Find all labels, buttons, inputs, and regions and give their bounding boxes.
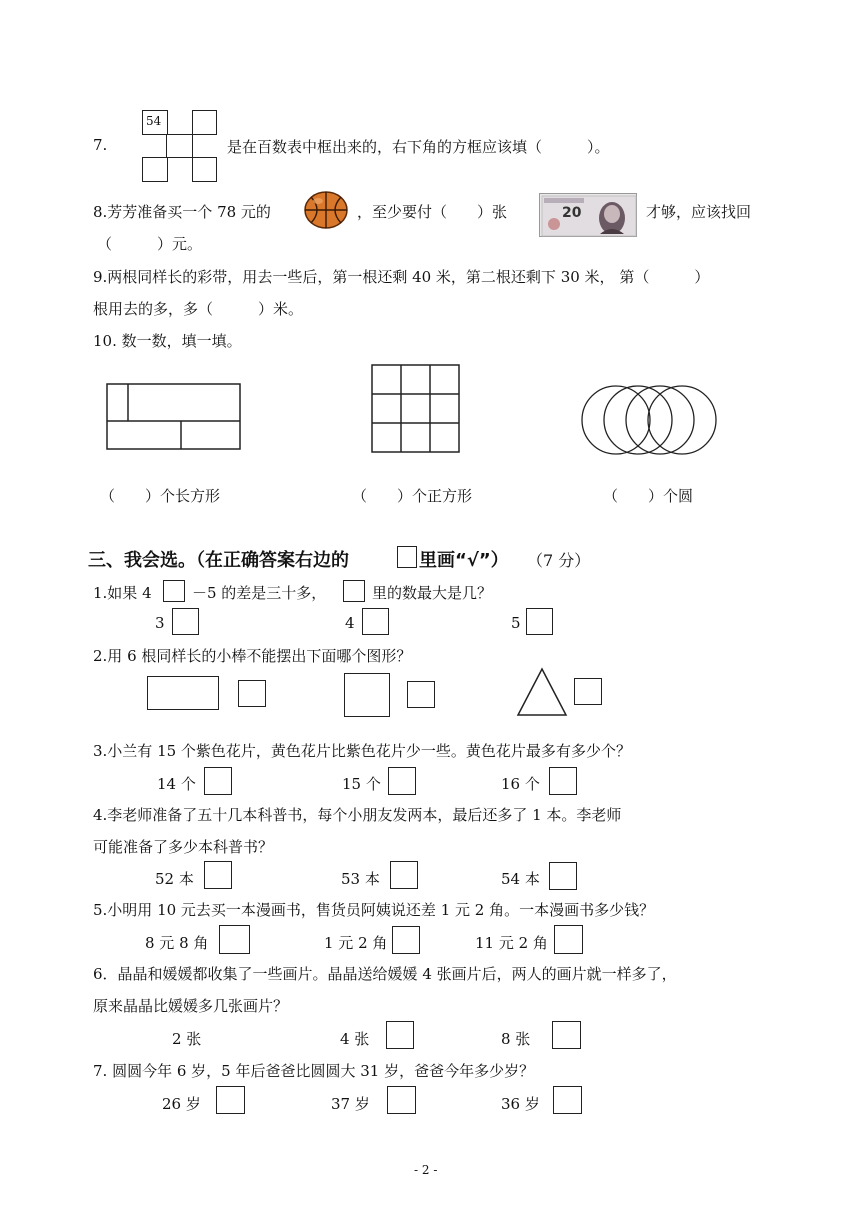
c5-question: 5.小明用 10 元去买一本漫画书，售货员阿姨说还差 1 元 2 角。一本漫画书多少钱？ xyxy=(93,901,655,919)
q7-text: 是在百数表中框出来的，右下角的方框应该填（ ）。 xyxy=(227,138,610,156)
q10-title: 10. 数一数，填一填。 xyxy=(93,332,242,350)
banknote-value: 20 xyxy=(562,205,582,221)
c1-question-a: 1.如果 4 xyxy=(93,584,152,602)
c6-option-label: 4 张 xyxy=(340,1030,370,1048)
q8-text-c: 才够，应该找回 xyxy=(646,203,752,221)
hundred-grid-cell-center xyxy=(166,134,193,158)
c1-inline-box xyxy=(163,580,185,602)
hundred-grid-cell-top-right xyxy=(192,110,217,135)
c5-option-label: 11 元 2 角 xyxy=(475,934,548,952)
c6-option-checkbox[interactable] xyxy=(386,1021,414,1049)
c3-option-label: 16 个 xyxy=(501,775,540,793)
c3-option-checkbox[interactable] xyxy=(388,767,416,795)
squares-grid-figure xyxy=(371,364,461,454)
c4-question-line1: 4.李老师准备了五十几本科普书，每个小朋友发两本，最后还多了 1 本。李老师 xyxy=(93,806,622,824)
c6-option-checkbox[interactable] xyxy=(552,1021,581,1049)
c3-option-checkbox[interactable] xyxy=(549,767,577,795)
section3-title-b: 里画“√”） xyxy=(419,550,509,571)
c1-question-b: －5 的差是三十多， xyxy=(192,584,327,602)
rectangles-figure xyxy=(106,383,242,451)
c1-option-checkbox[interactable] xyxy=(362,608,389,635)
c4-option-checkbox[interactable] xyxy=(204,861,232,889)
c6-option-label: 8 张 xyxy=(501,1030,531,1048)
hundred-grid-cell-bottom-right[interactable] xyxy=(192,157,217,182)
c4-question-line2: 可能准备了多少本科普书？ xyxy=(93,838,274,856)
c4-option-label: 52 本 xyxy=(155,870,194,888)
section3-title-a: 三、我会选。（在正确答案右边的 xyxy=(88,550,349,571)
c1-option-checkbox[interactable] xyxy=(526,608,553,635)
c4-option-checkbox[interactable] xyxy=(390,861,418,889)
c7-option-checkbox[interactable] xyxy=(216,1086,245,1114)
c1-inline-box-2 xyxy=(343,580,365,602)
hundred-grid-value: 54 xyxy=(146,114,162,128)
c2-question: 2.用 6 根同样长的小棒不能摆出下面哪个图形？ xyxy=(93,647,412,665)
c6-option-label: 2 张 xyxy=(172,1030,202,1048)
c2-triangle-shape xyxy=(516,667,568,717)
c5-option-label: 1 元 2 角 xyxy=(324,934,388,952)
c3-option-checkbox[interactable] xyxy=(204,767,232,795)
section3-points: （7 分） xyxy=(527,551,591,570)
c7-option-label: 36 岁 xyxy=(501,1095,540,1113)
c5-option-checkbox[interactable] xyxy=(219,925,250,954)
q8-text-b: ，至少要付（ ）张 xyxy=(357,203,508,221)
c2-option-checkbox[interactable] xyxy=(574,678,602,705)
q9-line2: 根用去的多，多（ ）米。 xyxy=(93,300,304,318)
c3-question: 3.小兰有 15 个紫色花片，黄色花片比紫色花片少一些。黄色花片最多有多少个？ xyxy=(93,742,631,760)
page-number: - 2 - xyxy=(414,1163,438,1177)
c2-square-shape xyxy=(344,673,390,717)
c1-question-c: 里的数最大是几？ xyxy=(372,584,493,602)
c5-option-checkbox[interactable] xyxy=(392,926,420,954)
c1-option-checkbox[interactable] xyxy=(172,608,199,635)
hundred-grid-cell-bottom-left xyxy=(142,157,168,182)
q7-number: 7. xyxy=(93,136,108,154)
c5-option-label: 8 元 8 角 xyxy=(145,934,209,952)
c3-option-label: 15 个 xyxy=(342,775,381,793)
basketball-icon xyxy=(303,190,349,230)
c4-option-label: 54 本 xyxy=(501,870,540,888)
c3-option-label: 14 个 xyxy=(157,775,196,793)
q9-line1: 9.两根同样长的彩带，用去一些后，第一根还剩 40 米，第二根还剩下 30 米， 第（ ） xyxy=(93,268,710,286)
c7-option-checkbox[interactable] xyxy=(553,1086,582,1114)
c7-option-checkbox[interactable] xyxy=(387,1086,416,1114)
c4-option-label: 53 本 xyxy=(341,870,380,888)
q10-rect-label: （ ）个长方形 xyxy=(100,487,221,505)
circles-figure xyxy=(580,382,720,458)
banknote-20-icon xyxy=(539,193,637,237)
c1-option-label: 5 xyxy=(511,614,521,632)
q8-text-a: 8.芳芳准备买一个 78 元的 xyxy=(93,203,271,221)
c1-option-label: 4 xyxy=(345,614,355,632)
c6-question-line2: 原来晶晶比媛媛多几张画片？ xyxy=(93,997,289,1015)
q10-square-label: （ ）个正方形 xyxy=(352,487,473,505)
section3-title-box xyxy=(397,546,417,568)
hundred-grid-cell-54 xyxy=(142,110,168,135)
c7-question: 7. 圆圆今年 6 岁，5 年后爸爸比圆圆大 31 岁，爸爸今年多少岁？ xyxy=(93,1062,535,1080)
c4-option-checkbox[interactable] xyxy=(549,862,577,890)
c1-option-label: 3 xyxy=(155,614,165,632)
c2-option-checkbox[interactable] xyxy=(407,681,435,708)
q10-circle-label: （ ）个圆 xyxy=(603,487,694,505)
c5-option-checkbox[interactable] xyxy=(554,925,583,954)
c2-option-checkbox[interactable] xyxy=(238,680,266,707)
c7-option-label: 37 岁 xyxy=(331,1095,370,1113)
c2-rectangle-shape xyxy=(147,676,219,710)
c7-option-label: 26 岁 xyxy=(162,1095,201,1113)
c6-question-line1: 6．晶晶和媛媛都收集了一些画片。晶晶送给媛媛 4 张画片后，两人的画片就一样多了， xyxy=(93,965,677,983)
q8-text-line2: （ ）元。 xyxy=(97,235,203,253)
